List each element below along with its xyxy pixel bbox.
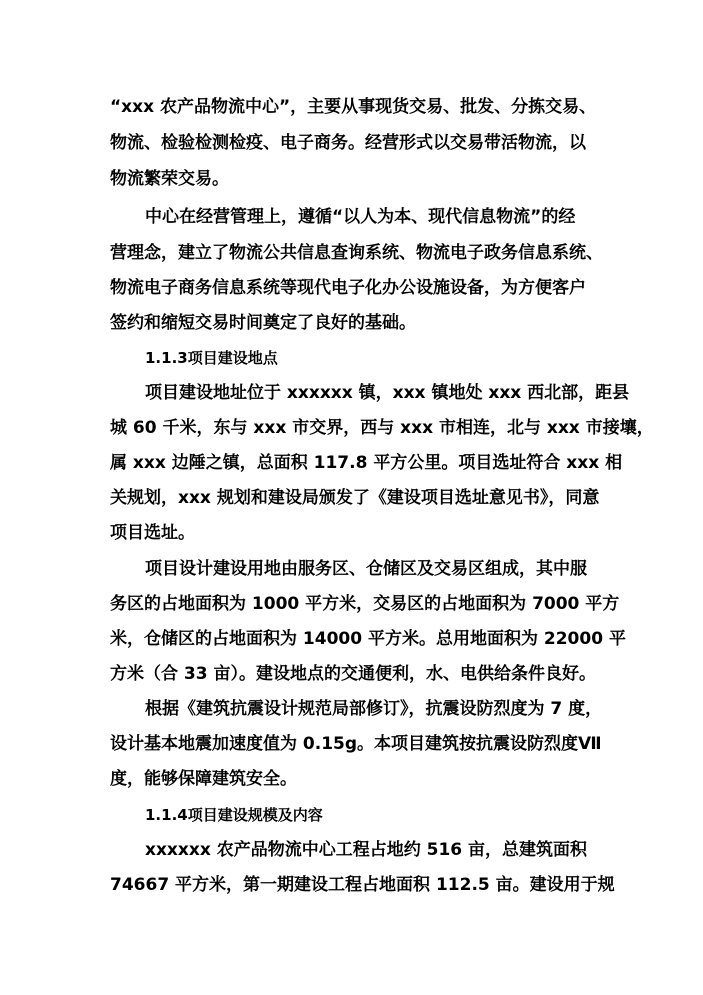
text-line: 属 xxx 边陲之镇，总面积 117.8 平方公里。项目选址符合 xxx 相	[110, 453, 623, 473]
text-line: 根据《建筑抗震设计规范局部修订》，抗震设防烈度为 7 度，	[145, 699, 603, 719]
text-line: xxxxxx 农产品物流中心工程占地约 516 亩，总建筑面积	[145, 840, 588, 860]
section-heading: 1.1.3项目建设地点	[145, 349, 278, 367]
text-line: 关规划，xxx 规划和建设局颁发了《建设项目选址意见书》，同意	[110, 488, 600, 508]
text-line: 物流电子商务信息系统等现代电子化办公设施设备，为方便客户	[110, 278, 586, 298]
text-line: 度，能够保障建筑安全。	[110, 769, 297, 789]
text-line: 方米（合 33 亩）。建设地点的交通便利，水、电供给条件良好。	[110, 664, 596, 684]
text-line: 项目设计建设用地由服务区、仓储区及交易区组成，其中服	[145, 559, 587, 579]
text-line: “xxx 农产品物流中心”，主要从事现货交易、批发、分拣交易、	[110, 97, 597, 117]
text-line: 米，仓储区的占地面积为 14000 平方米。总用地面积为 22000 平	[110, 629, 626, 649]
text-line: 项目选址。	[110, 523, 195, 543]
text-line: 中心在经营管理上，遵循“以人为本、现代信息物流”的经	[145, 207, 576, 227]
text-line: 74667 平方米，第一期建设工程占地面积 112.5 亩。建设用于规	[110, 875, 615, 895]
text-line: 签约和缩短交易时间奠定了良好的基础。	[110, 313, 416, 333]
text-line: 设计基本地震加速度值为 0.15g。本项目建筑按抗震设防烈度Ⅶ	[110, 734, 602, 754]
text-line: 物流、检验检测检疫、电子商务。经营形式以交易带活物流，以	[110, 133, 586, 153]
text-line: 城 60 千米，东与 xxx 市交界，西与 xxx 市相连，北与 xxx 市接壤，	[110, 418, 654, 438]
section-heading: 1.1.4项目建设规模及内容	[145, 806, 323, 824]
text-line: 项目建设地址位于 xxxxxx 镇，xxx 镇地处 xxx 西北部，距县	[145, 383, 630, 403]
text-line: 物流繁荣交易。	[110, 169, 229, 189]
text-line: 务区的占地面积为 1000 平方米，交易区的占地面积为 7000 平方	[110, 594, 620, 614]
text-line: 营理念，建立了物流公共信息查询系统、物流电子政务信息系统、	[110, 243, 603, 263]
